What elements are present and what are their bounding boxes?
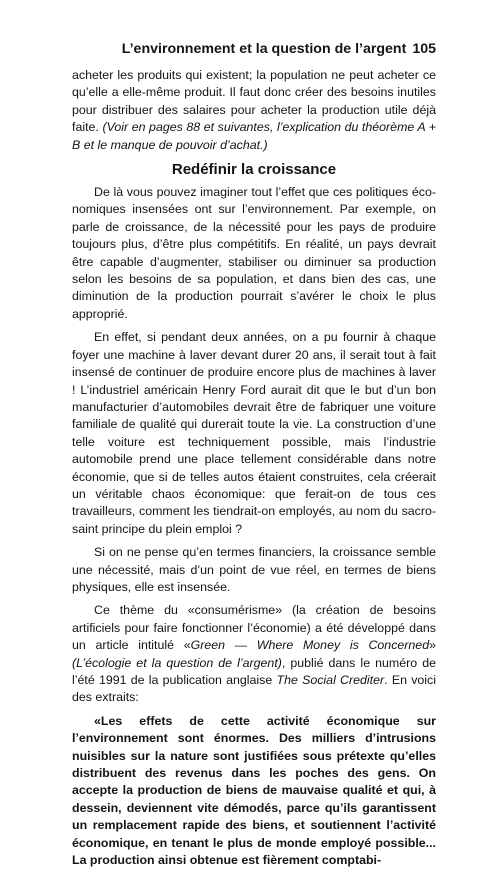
paragraph-continued-text: acheter les produits qui existent; la population ne peut acheter ce qu’elle a elle-même produit. Il faut donc créer des besoins inutiles pour distribuer des salaires pour acheter la production utile déjà faite. bbox=[72, 68, 436, 135]
section-heading: Redéfinir la croissance bbox=[171, 161, 337, 179]
page-number: 105 bbox=[412, 41, 436, 57]
paragraph-financial-terms: Si on ne pense qu’en termes financiers, la croissance semble une nécessité, mais d’un point de vue réel, en termes de biens physiques, elle est insensée. bbox=[72, 545, 436, 594]
running-head bbox=[72, 40, 436, 58]
consumerism-text-b: » bbox=[429, 638, 436, 653]
paragraph-continued bbox=[72, 67, 436, 154]
bold-quotation: «Les effets de cette activité économique sur l’environnement sont énormes. Des milliers d’intrusions nuisibles sur la nature sont justifiées sous prétexte qu’elles distribuent des revenus dans les poches des gens. On accepte la production de biens de mauvaise qualité et qui, à dessein, deviennent vite démodés, parce qu’ils garantissent un remplacement rapide des biens, et soutiennent l’activité économique, en tenant le plus de monde employé possible... La production ainsi obtenue est fièrement comptabi- bbox=[72, 713, 436, 868]
consumerism-text-d: . En voici des extraits: bbox=[72, 673, 436, 705]
paragraph-washing-machine: En effet, si pendant deux années, on a pu fournir à chaque foyer une machine à laver devant durer 20 ans, il serait tout à fait insensé de continuer de produire encore plus de machines à laver ! L’industriel américain Henry Ford aurait dit que le but d’un bon manufacturier d’automobiles devrait être de fabriquer une voiture familiale de qualité qui durerait toute la vie. La construction d’une telle voiture est techniquement possible, mais l’industrie automobile prend une place tellement considérable dans notre économie, que si de telles autos étaient construites, cela créerait un véritable chaos économique: que ferait-on de tous ces travailleurs, comment les tiendrait-on employés, au nom du sacro-saint principe du plein emploi ? bbox=[72, 330, 436, 536]
cross-reference: (Voir en pages 88 et suivantes, l’explication du théorème A + B et le manque de pouvoir d’achat.) bbox=[72, 120, 436, 152]
consumerism-text-c: , publié dans le numéro de l’été 1991 de la publication anglaise bbox=[72, 655, 436, 687]
paragraph-consumerism bbox=[72, 602, 436, 706]
consumerism-text-a: Ce thème du «consumérisme» (la création de besoins artificiels pour faire fonctionner l’économie) a été développé dans un article intitulé « bbox=[72, 603, 436, 653]
publication-name: The Social Crediter bbox=[276, 673, 385, 687]
article-translation: (L’écologie et la question de l’argent) bbox=[72, 655, 282, 670]
running-head-title: L’environnement et la question de l’argent bbox=[121, 41, 407, 57]
article-title: Green — Where Money is Concerned bbox=[190, 638, 430, 653]
paragraph-growth: De là vous pouvez imaginer tout l’effet que ces politiques économiques insensées ont sur l’environnement. Par exemple, on parle de croissance, de la nécessité pour les pays de produire toujours plus, d’être plus compétitifs. En réalité, un pays devrait être capable d’augmenter, stabiliser ou diminuer sa production selon les besoins de sa population, et dans bien des cas, une diminution de la production pourrait s’avérer le choix le plus approprié. bbox=[72, 185, 436, 321]
